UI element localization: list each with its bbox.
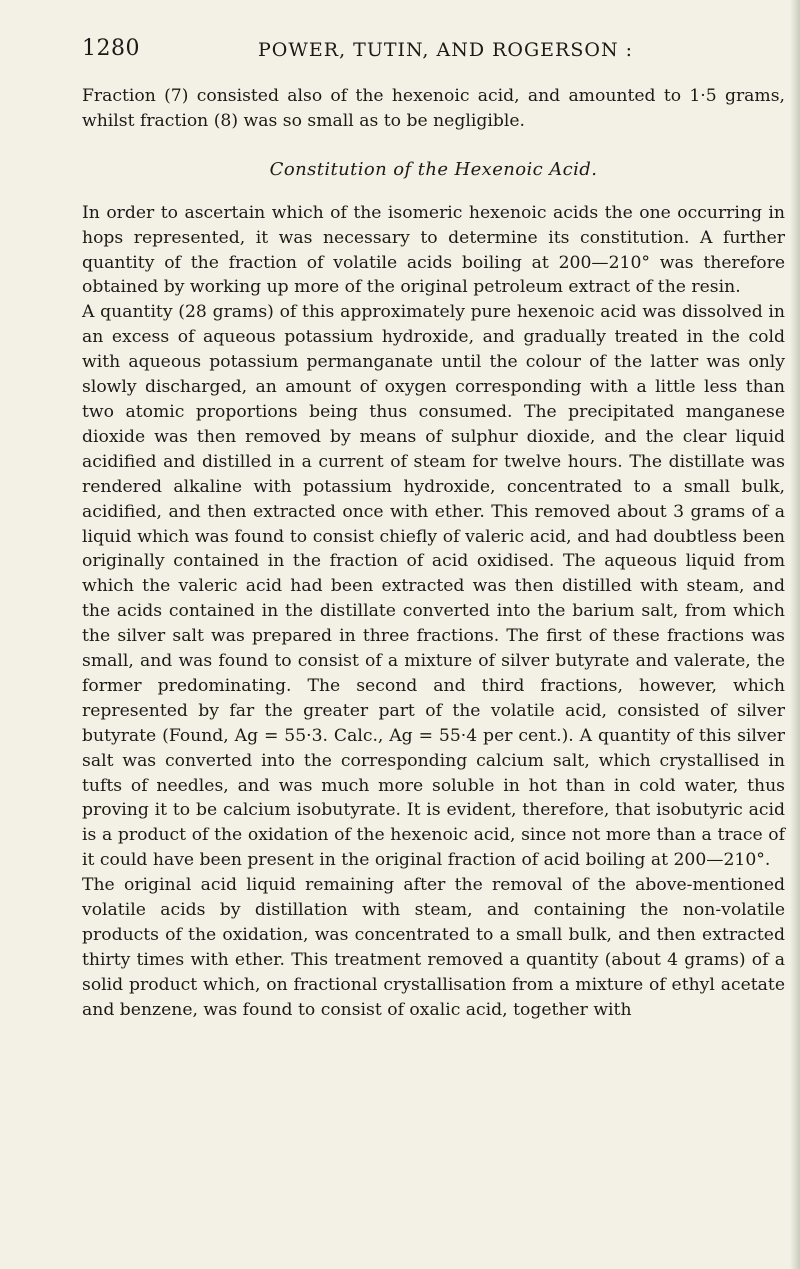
section-heading: Constitution of the Hexenoic Acid. [269,158,598,180]
running-title: POWER, TUTIN, AND ROGERSON : [258,39,634,61]
body-text [82,84,785,1023]
paragraph-non-volatile-products: The original acid liquid remaining after the removal of the above-mentioned volatile acids by distillation with steam, and containing the non-volatile products of the oxidation, was concentrated to a small bulk, and then extracted thirty times with ether. This treatment removed a quantity (about 4 grams) of a solid product which, on fractional crystallisation from a mixture of ethyl acetate and benzene, was found to consist of oxalic acid, together with [82,875,785,1020]
paragraph-constitution-intro: In order to ascertain which of the isomeric hexenoic acids the one occurring in hops represented, it was necessary to determine its constitution. A further quantity of the fraction of volatile acids boiling at 200—210° was therefore obtained by working up more of the original petroleum extract of the resin. [82,202,785,298]
page-edge-shadow [790,0,800,1269]
paragraph-fraction-7: Fraction (7) consisted also of the hexenoic acid, and amounted to 1·5 grams, whilst fraction (8) was so small as to be negligible. [82,86,785,131]
page-number: 1280 [82,36,140,61]
paragraph-oxidation-experiment: A quantity (28 grams) of this approximately pure hexenoic acid was dissolved in an excess of aqueous potassium hydroxide, and gradually treated in the cold with aqueous potassium permanganate until the colour of the latter was only slowly discharged, an amount of oxygen corresponding with a little less than two atomic proportions being thus consumed. The precipitated manganese dioxide was then removed by means of sulphur dioxide, and the clear liquid acidified and distilled in a current of steam for twelve hours. The distillate was rendered alkaline with potassium hydroxide, concentrated to a small bulk, acidified, and then extracted once with ether. This removed about 3 grams of a liquid which was found to consist chiefly of valeric acid, and had doubtless been originally contained in the fraction of acid oxidised. The aqueous liquid from which the valeric acid had been extracted was then distilled with steam, and the acids contained in the distillate converted into the barium salt, from which the silver salt was prepared in three fractions. The first of these fractions was small, and was found to consist of a mixture of silver butyrate and valerate, the former predominating. The second and third fractions, however, which represented by far the greater part of the volatile acid, consisted of silver butyrate (Found, Ag = 55·3. Calc., Ag = 55·4 per cent.). A quantity of this silver salt was converted into the corresponding calcium salt, which crystallised in tufts of needles, and was much more soluble in hot than in cold water, thus proving it to be calcium isobutyrate. It is evident, therefore, that isobutyric acid is a product of the oxidation of the hexenoic acid, since not more than a trace of it could have been present in the original fraction of acid boiling at 200—210°. [82,302,785,871]
running-head [82,36,782,66]
